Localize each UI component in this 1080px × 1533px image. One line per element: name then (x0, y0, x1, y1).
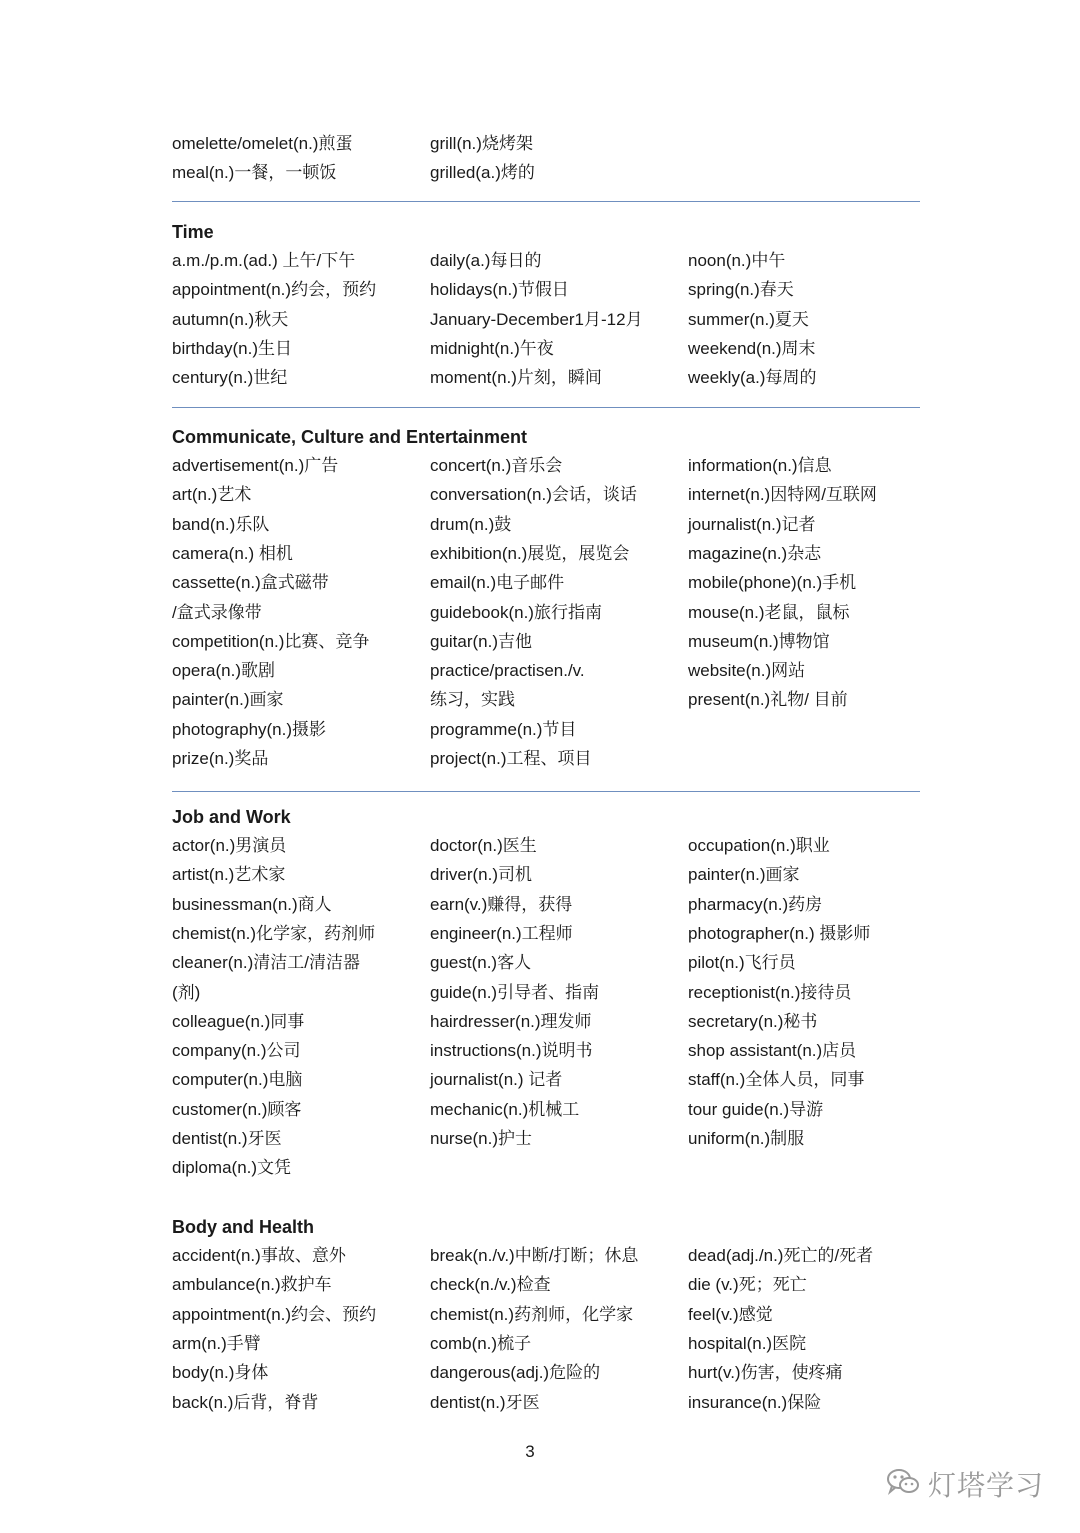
vocab-entry: diploma(n.)文凭 (172, 1158, 292, 1178)
vocab-entry: staff(n.)全体人员，同事 (688, 1070, 865, 1090)
vocab-entry: pharmacy(n.)药房 (688, 894, 823, 914)
vocab-entry: moment(n.)片刻，瞬间 (430, 368, 602, 388)
vocab-entry: tour guide(n.)导游 (688, 1099, 824, 1119)
vocab-entry: earn(v.)赚得，获得 (430, 894, 573, 914)
vocab-entry: die (v.)死；死亡 (688, 1275, 807, 1295)
section-heading-time: Time (172, 222, 214, 242)
vocab-entry: mobile(phone)(n.)手机 (688, 573, 857, 593)
vocab-entry: dentist(n.)牙医 (430, 1392, 540, 1412)
vocab-entry: customer(n.)顾客 (172, 1099, 302, 1119)
vocab-entry: photography(n.)摄影 (172, 719, 327, 739)
vocab-entry: a.m./p.m.(ad.) 上午/下午 (172, 251, 356, 270)
vocab-entry: dentist(n.)牙医 (172, 1129, 282, 1148)
vocab-entry: concert(n.)音乐会 (430, 456, 563, 475)
vocab-entry: present(n.)礼物/ 目前 (688, 690, 848, 710)
vocab-entry: instructions(n.)说明书 (430, 1041, 593, 1061)
vocab-entry: birthday(n.)生日 (172, 338, 292, 358)
vocab-entry: grill(n.)烧烤架 (430, 134, 533, 153)
vocab-entry: omelette/omelet(n.)煎蛋 (172, 134, 353, 153)
vocab-entry: museum(n.)博物馆 (688, 631, 830, 651)
vocab-entry: appointment(n.)约会，预约 (172, 280, 377, 300)
vocab-entry: mechanic(n.)机械工 (430, 1099, 580, 1119)
vocab-entry: occupation(n.)职业 (688, 836, 830, 855)
vocab-entry: internet(n.)因特网/互联网 (688, 485, 877, 505)
vocab-entry: chemist(n.)药剂师，化学家 (430, 1304, 634, 1324)
vocab-entry: programme(n.)节目 (430, 719, 577, 739)
vocab-entry: insurance(n.)保险 (688, 1392, 822, 1412)
watermark-text: 灯塔学习 (927, 1470, 1044, 1501)
vocab-entry: January-December1月-12月 (430, 309, 643, 329)
vocab-entry: company(n.)公司 (172, 1041, 301, 1061)
vocab-entry: dangerous(adj.)危险的 (430, 1363, 601, 1383)
vocab-entry: advertisement(n.)广告 (172, 456, 339, 475)
vocab-entry: computer(n.)电脑 (172, 1070, 303, 1090)
vocab-entry: holidays(n.)节假日 (430, 280, 569, 300)
vocab-entry: journalist(n.)记者 (688, 514, 816, 534)
vocab-entry: conversation(n.)会话，谈话 (430, 485, 637, 505)
vocab-entry: camera(n.) 相机 (172, 543, 293, 563)
vocab-entry: website(n.)网站 (688, 661, 806, 681)
vocab-entry: driver(n.)司机 (430, 865, 533, 885)
vocab-entry: shop assistant(n.)店员 (688, 1041, 857, 1061)
vocab-entry: email(n.)电子邮件 (430, 573, 565, 593)
vocab-entry: secretary(n.)秘书 (688, 1011, 818, 1031)
vocab-entry: actor(n.)男演员 (172, 836, 287, 855)
vocab-entry: competition(n.)比赛、竞争 (172, 631, 370, 651)
page-number: 3 (525, 1442, 535, 1461)
section-heading-communicate: Communicate, Culture and Entertainment (172, 427, 528, 447)
vocab-entry: hospital(n.)医院 (688, 1333, 807, 1353)
vocab-entry: painter(n.)画家 (688, 865, 800, 885)
vocab-entry: chemist(n.)化学家，药剂师 (172, 923, 376, 943)
vocab-entry: break(n./v.)中断/打断；休息 (430, 1246, 639, 1265)
section-heading-body: Body and Health (172, 1217, 315, 1237)
vocab-entry: project(n.)工程、项目 (430, 749, 592, 768)
vocab-entry: journalist(n.) 记者 (430, 1070, 563, 1090)
vocab-entry: engineer(n.)工程师 (430, 923, 573, 943)
vocab-entry: autumn(n.)秋天 (172, 309, 289, 329)
vocab-entry: magazine(n.)杂志 (688, 543, 822, 563)
vocab-entry: hurt(v.)伤害，使疼痛 (688, 1363, 843, 1383)
vocab-entry: guidebook(n.)旅行指南 (430, 602, 602, 622)
vocab-entry: grilled(a.)烤的 (430, 163, 535, 183)
vocab-entry: midnight(n.)午夜 (430, 338, 554, 358)
vocab-entry: ambulance(n.)救护车 (172, 1275, 332, 1295)
vocab-entry: feel(v.)感觉 (688, 1304, 773, 1324)
vocab-entry: nurse(n.)护士 (430, 1129, 533, 1148)
vocab-entry: guest(n.)客人 (430, 953, 532, 973)
section-divider (172, 407, 920, 408)
vocab-entry: back(n.)后背，脊背 (172, 1392, 319, 1412)
vocab-entry: /盒式录像带 (172, 602, 262, 622)
wechat-icon (886, 1467, 920, 1502)
vocab-entry: daily(a.)每日的 (430, 251, 542, 270)
vocab-entry: 练习，实践 (430, 690, 515, 710)
vocab-entry: painter(n.)画家 (172, 690, 284, 710)
vocab-entry: body(n.)身体 (172, 1363, 269, 1383)
section-divider (172, 201, 920, 202)
vocab-entry: drum(n.)鼓 (430, 514, 512, 534)
vocab-entry: colleague(n.)同事 (172, 1011, 305, 1031)
vocab-entry: cleaner(n.)清洁工/清洁器 (172, 953, 360, 973)
vocab-entry: check(n./v.)检查 (430, 1275, 551, 1295)
vocab-entry: businessman(n.)商人 (172, 894, 332, 914)
vocab-entry: artist(n.)艺术家 (172, 865, 286, 885)
vocab-entry: pilot(n.)飞行员 (688, 953, 796, 973)
vocab-entry: uniform(n.)制服 (688, 1129, 805, 1148)
vocab-entry: arm(n.)手臂 (172, 1333, 261, 1353)
vocab-entry: noon(n.)中午 (688, 251, 786, 270)
vocab-entry: meal(n.)一餐，一顿饭 (172, 163, 337, 183)
vocab-entry: opera(n.)歌剧 (172, 661, 275, 681)
vocab-entry: spring(n.)春天 (688, 280, 794, 300)
vocab-entry: band(n.)乐队 (172, 514, 270, 534)
watermark (886, 1466, 1044, 1502)
vocab-entry: century(n.)世纪 (172, 368, 288, 388)
vocab-entry: information(n.)信息 (688, 456, 832, 475)
vocab-entry: receptionist(n.)接待员 (688, 982, 852, 1002)
vocab-entry: prize(n.)奖品 (172, 749, 269, 768)
vocab-entry: exhibition(n.)展览，展览会 (430, 543, 630, 563)
vocab-entry: weekend(n.)周末 (688, 338, 816, 358)
vocab-entry: doctor(n.)医生 (430, 836, 537, 855)
vocab-entry: practice/practisen./v. (430, 661, 585, 681)
vocab-entry: (剂) (172, 982, 201, 1002)
vocab-entry: dead(adj./n.)死亡的/死者 (688, 1246, 874, 1265)
vocab-entry: art(n.)艺术 (172, 485, 252, 505)
vocab-entry: appointment(n.)约会、预约 (172, 1304, 377, 1324)
vocab-entry: comb(n.)梳子 (430, 1333, 532, 1353)
vocab-entry: cassette(n.)盒式磁带 (172, 573, 329, 593)
vocab-entry: weekly(a.)每周的 (688, 368, 817, 388)
vocab-entry: summer(n.)夏天 (688, 309, 809, 329)
vocab-entry: guitar(n.)吉他 (430, 631, 533, 651)
vocab-entry: mouse(n.)老鼠，鼠标 (688, 602, 850, 622)
vocab-entry: photographer(n.) 摄影师 (688, 923, 871, 943)
vocab-entry: hairdresser(n.)理发师 (430, 1011, 592, 1031)
section-divider (172, 791, 920, 792)
section-heading-job: Job and Work (172, 807, 291, 827)
vocab-entry: guide(n.)引导者、指南 (430, 982, 600, 1002)
vocab-entry: accident(n.)事故、意外 (172, 1246, 346, 1265)
